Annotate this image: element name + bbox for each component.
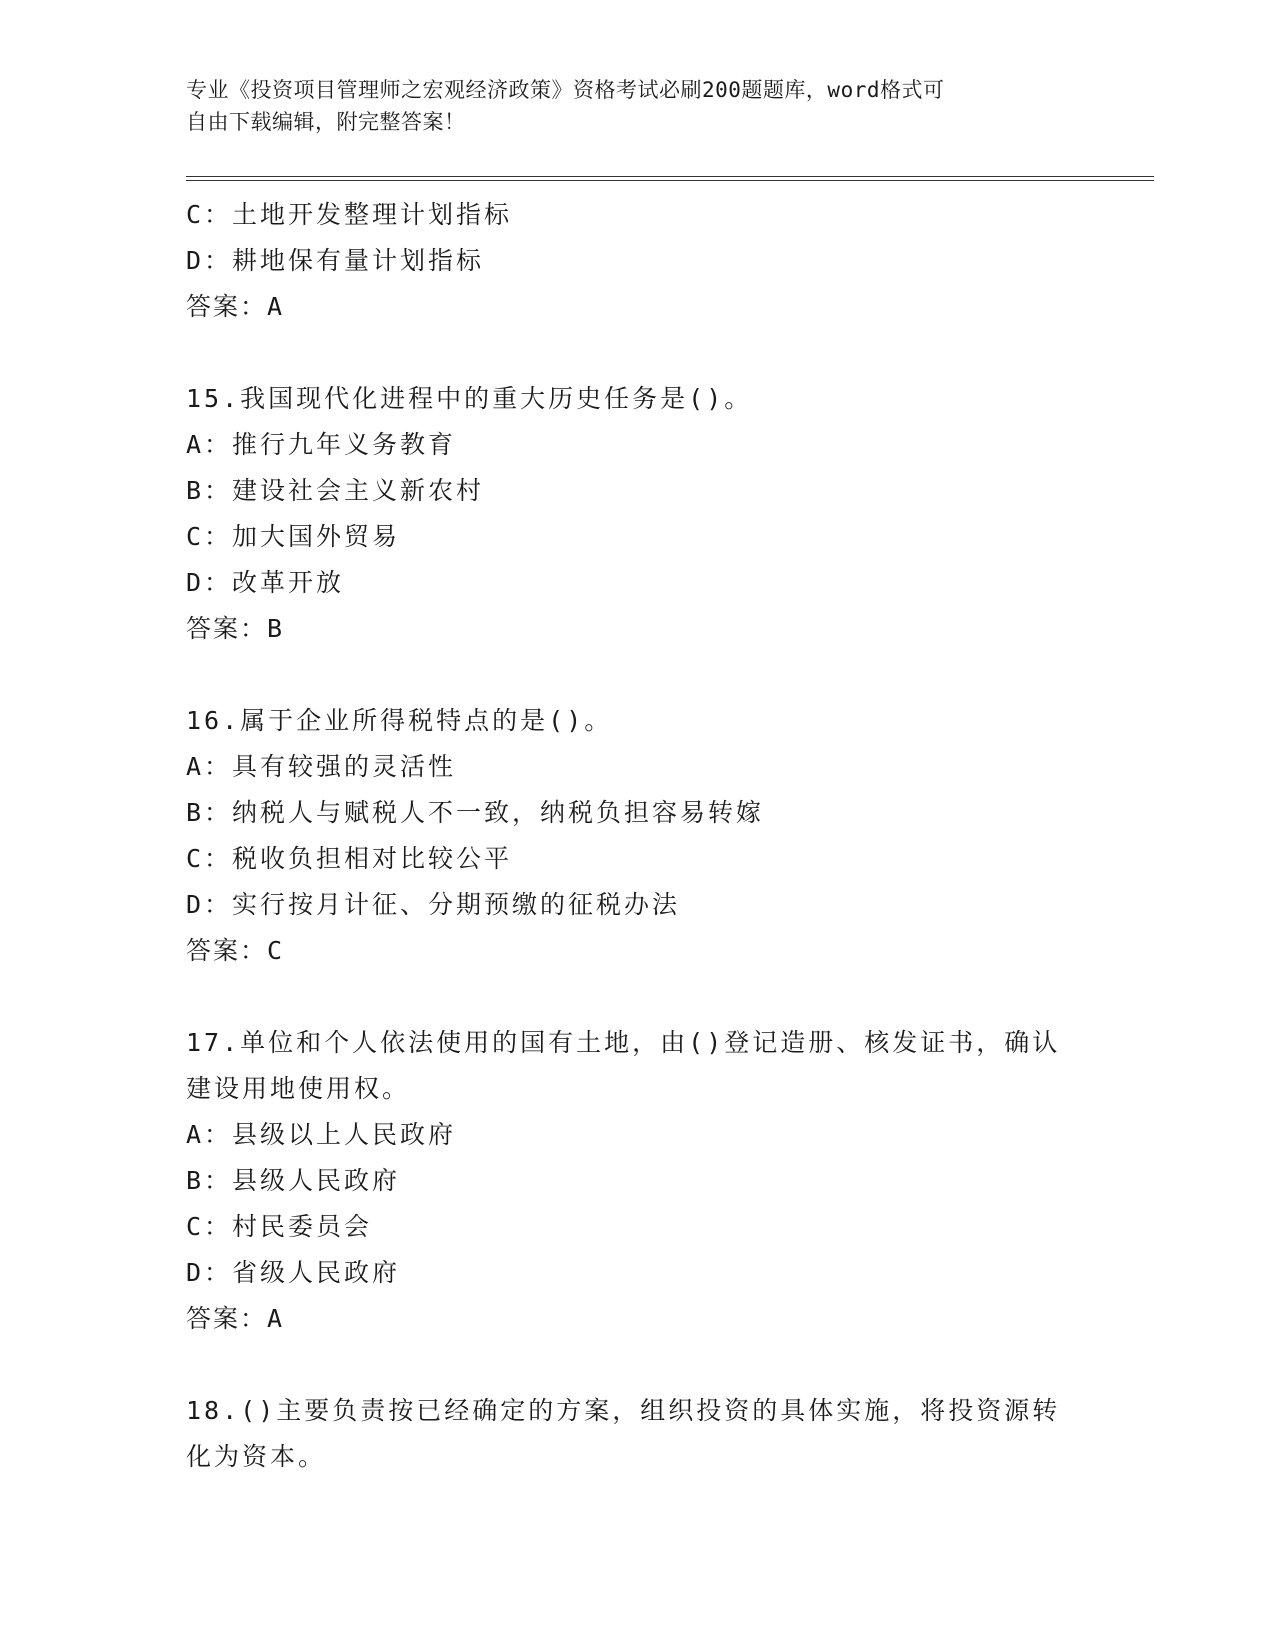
option-b: B：建设社会主义新农村 [186,476,485,505]
question-14-carryover [186,192,1086,330]
answer: 答案：A [186,292,285,321]
option-c: C：税收负担相对比较公平 [186,844,513,873]
header-title-line-2: 自由下载编辑，附完整答案！ [186,110,466,134]
question-17 [186,1020,1086,1342]
option-d: D：耕地保有量计划指标 [186,246,485,275]
option-b: B：县级人民政府 [186,1166,401,1195]
option-a: A：具有较强的灵活性 [186,752,457,781]
option-d: D：改革开放 [186,568,345,597]
question-stem: 15.我国现代化进程中的重大历史任务是()。 [186,384,753,413]
question-list [186,192,1086,1480]
question-stem: 16.属于企业所得税特点的是()。 [186,706,613,735]
answer: 答案：C [186,936,285,965]
option-b: B：纳税人与赋税人不一致，纳税负担容易转嫁 [186,798,765,827]
question-16 [186,698,1086,974]
option-a: A：推行九年义务教育 [186,430,457,459]
question-stem-line-2: 化为资本。 [186,1442,327,1471]
header-title-line-1: 专业《投资项目管理师之宏观经济政策》资格考试必刷200题题库，word格式可 [186,78,945,102]
option-d: D：实行按月计征、分期预缴的征税办法 [186,890,681,919]
spacer [186,330,1086,376]
answer: 答案：B [186,614,285,643]
option-c: C：村民委员会 [186,1212,373,1241]
question-15 [186,376,1086,652]
option-c: C：加大国外贸易 [186,522,401,551]
option-d: D：省级人民政府 [186,1258,401,1287]
spacer [186,974,1086,1020]
header-divider [186,176,1154,181]
spacer [186,1342,1086,1388]
answer: 答案：A [186,1304,285,1333]
option-a: A：县级以上人民政府 [186,1120,457,1149]
option-c: C：土地开发整理计划指标 [186,200,513,229]
page-header [186,74,1066,138]
question-stem-line-1: 18.()主要负责按已经确定的方案，组织投资的具体实施，将投资源转 [186,1396,1061,1425]
question-stem-line-1: 17.单位和个人依法使用的国有土地，由()登记造册、核发证书，确认 [186,1028,1061,1057]
question-18 [186,1388,1086,1480]
question-stem-line-2: 建设用地使用权。 [186,1074,411,1103]
spacer [186,652,1086,698]
